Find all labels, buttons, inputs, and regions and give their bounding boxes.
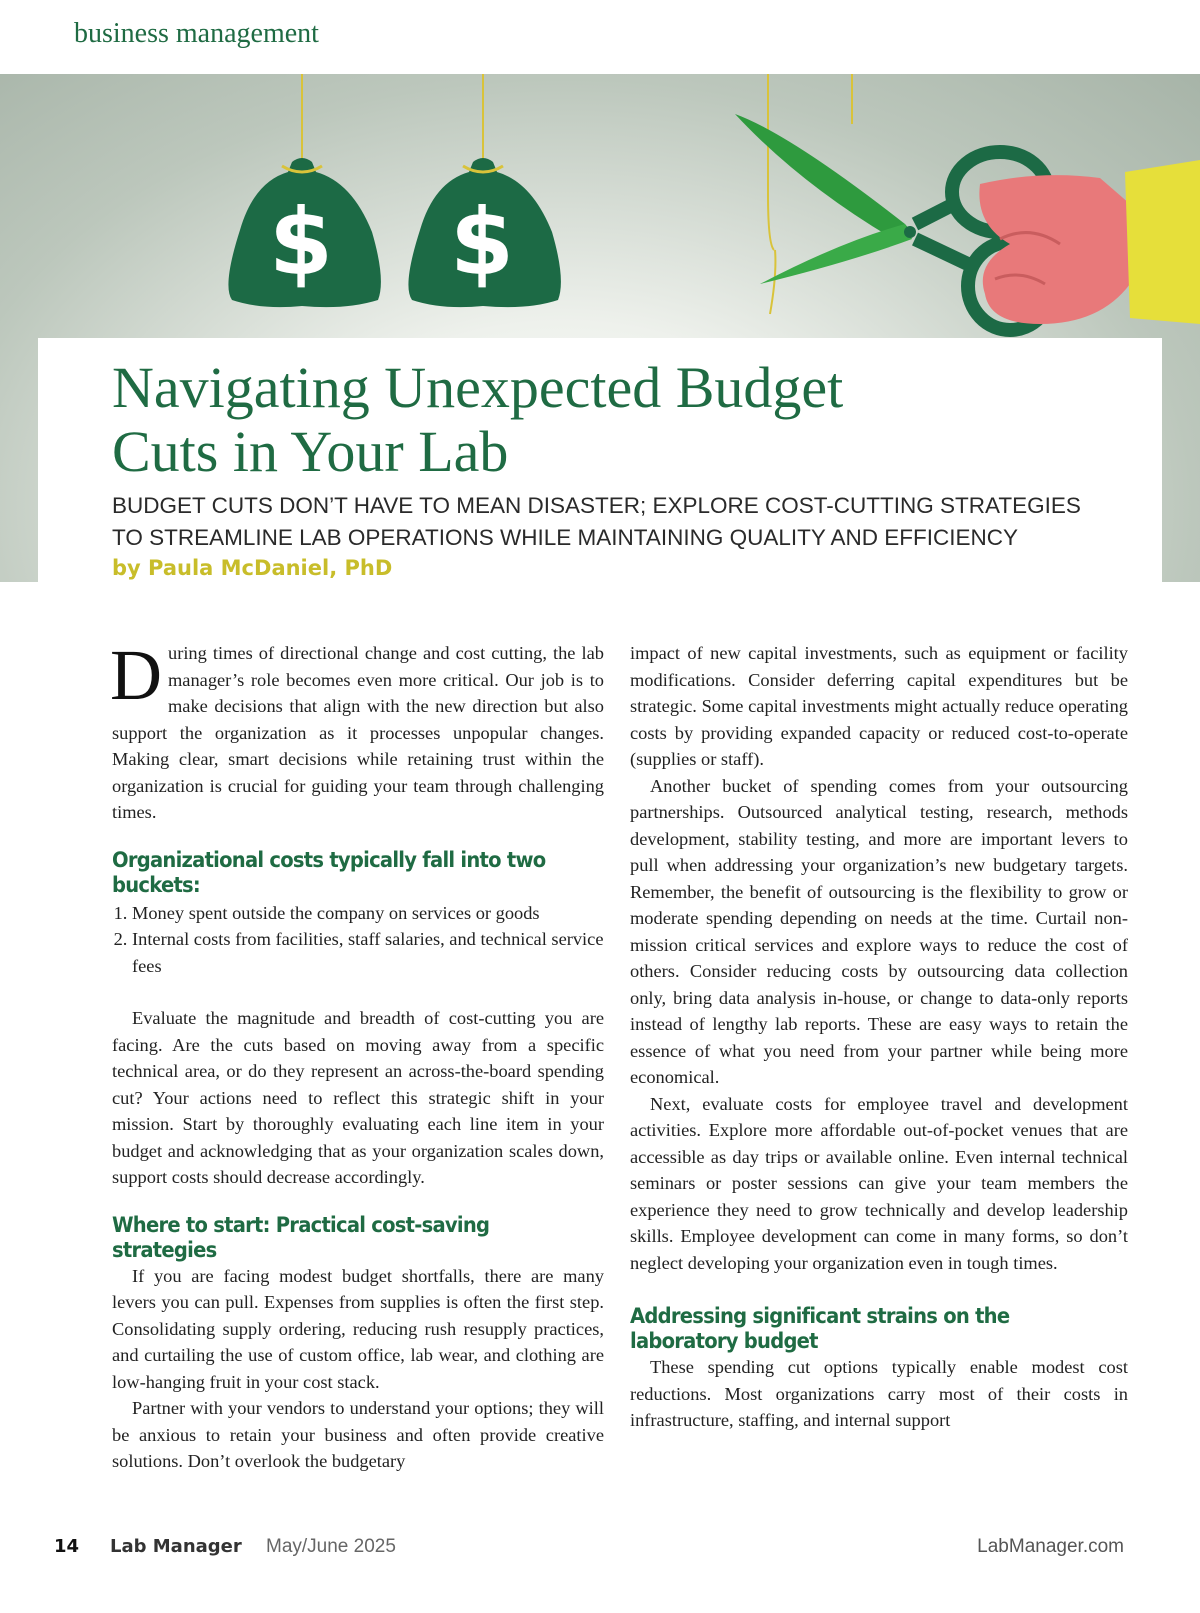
- page-footer: [54, 1536, 1124, 1566]
- drop-cap: D: [110, 635, 162, 715]
- column-left: [110, 635, 604, 1475]
- dollar-sign-icon: $: [449, 189, 515, 296]
- article-title: [112, 356, 1012, 484]
- heading-strains: Addressing significant strains on the laboratory budget: [630, 1304, 1010, 1353]
- paragraph-travel: Next, evaluate costs for employee travel and development activities. Explore more affordable out-of-pocket venues that are accessible as day trips or available online. Even internal technical seminars or poster sessions can give your team members the experience they need to grow technically and develop leadership skills. Employee development can come in many forms, so don’t neglect developing your organization even in tough times.: [630, 1093, 1128, 1273]
- money-bag-icon: [408, 158, 560, 307]
- paragraph-capital: impact of new capital investments, such as equipment or facility modifications. Consider deferring capital expenditures but be strategic. Some capital investments might actually reduce operating costs by providing expanded capacity or reduced cost-to-operate (supplies or staff).: [630, 643, 1128, 769]
- intro-paragraph: [110, 635, 604, 826]
- magazine-name: Lab Manager: [110, 1536, 242, 1557]
- article-subtitle: [112, 490, 1132, 554]
- page-number: 14: [54, 1536, 80, 1557]
- buckets-list: [112, 900, 604, 980]
- hand-icon: [979, 160, 1200, 324]
- paragraph-outsourcing: Another bucket of spending comes from your outsourcing partnerships. Outsourced analytical testing, research, methods development, stability testing, and more are important levers to pull when addressing your organization’s new budgetary targets. Remember, the benefit of outsourcing is the flexibility to grow or moderate spending depending on needs at the time. Curtail non-mission critical services and explore ways to reduce the cost of others. Consider reducing costs by outsourcing data collection only, bring data analysis in-house, or change to data-only reports instead of lengthy lab reports. These are easy ways to retain the essence of what you need from your partner while being more economical.: [630, 775, 1128, 1087]
- title-line-2: Cuts in Your Lab: [112, 419, 509, 484]
- money-bag-icon: [228, 158, 380, 307]
- list-item: 2. Internal costs from facilities, staff salaries, and technical service fees: [132, 926, 604, 979]
- section-label: business management: [74, 18, 319, 49]
- column-right: [630, 640, 1128, 1434]
- subtitle-line-2: TO STREAMLINE LAB OPERATIONS WHILE MAINTAINING QUALITY AND EFFICIENCY: [112, 525, 1018, 550]
- paragraph-evaluate: Evaluate the magnitude and breadth of cost-cutting you are facing. Are the cuts based on moving away from a specific technical area, or do they represent an across-the-board spending cut? Your actions need to reflect this strategic shift in your mission. Start by thoroughly evaluating each line item in your budget and acknowledging that as your organization scales down, support costs should decrease accordingly.: [112, 1008, 604, 1187]
- title-line-1: Navigating Unexpected Budget: [112, 355, 844, 420]
- list-item: 1. Money spent outside the company on services or goods: [132, 900, 604, 927]
- website-link[interactable]: LabManager.com: [977, 1536, 1124, 1557]
- paragraph-partner: Partner with your vendors to understand your options; they will be anxious to retain your business and often provide creative solutions. Don’t overlook the budgetary: [112, 1398, 604, 1471]
- byline: by Paula McDaniel, PhD: [112, 556, 393, 580]
- issue-date: May/June 2025: [266, 1536, 396, 1557]
- paragraph-strains: These spending cut options typically enable modest cost reductions. Most organizations carry most of their costs in infrastructure, staffing, and internal support: [630, 1357, 1128, 1430]
- heading-where-to-start: Where to start: Practical cost-saving strategies: [112, 1212, 490, 1262]
- heading-buckets: Organizational costs typically fall into two buckets:: [112, 847, 546, 897]
- dollar-sign-icon: $: [268, 189, 334, 296]
- subtitle-line-1: BUDGET CUTS DON’T HAVE TO MEAN DISASTER; EXPLORE COST-CUTTING STRATEGIES: [112, 493, 1081, 518]
- paragraph-modest: If you are facing modest budget shortfalls, there are many levers you can pull. Expenses from supplies is often the first step. Consolidating supply ordering, reducing rush resupply practices, and curtailing the use of custom office, lab wear, and clothing are low-hanging fruit in your cost stack.: [112, 1265, 604, 1392]
- intro-text: uring times of directional change and cost cutting, the lab manager’s role becomes even more critical. Our job is to make decisions that align with the new direction but also support the organization as it processes unpopular changes. Making clear, smart decisions while retaining trust within the organization is crucial for guiding your team through challenging times.: [112, 643, 604, 822]
